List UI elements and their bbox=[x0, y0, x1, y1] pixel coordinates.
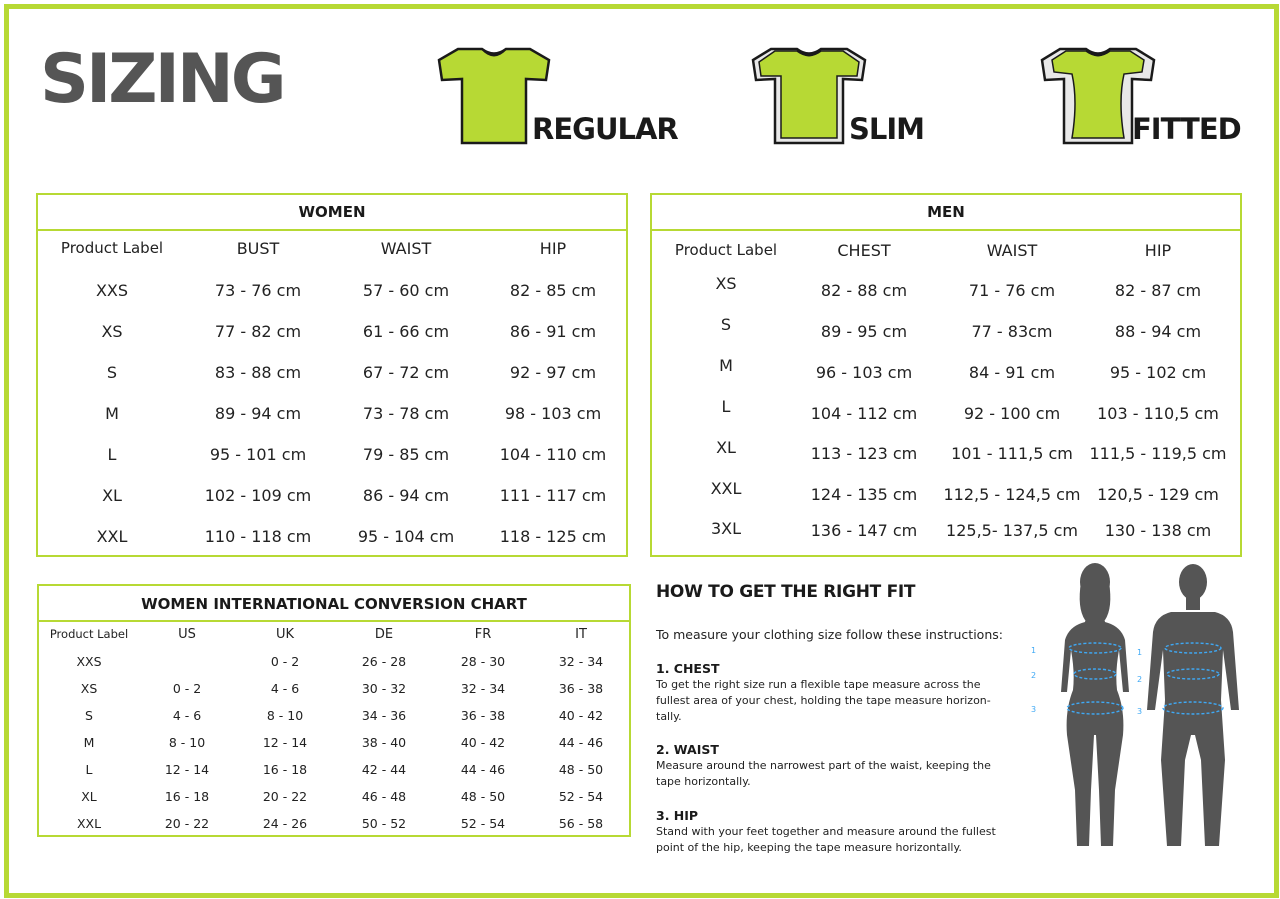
table-cell: 95 - 101 cm bbox=[209, 445, 307, 464]
step-hip-text: Stand with your feet together and measure around the fullest point of the hip, keeping the tape measure horizontally. bbox=[656, 825, 996, 854]
table-cell: 120,5 - 129 cm bbox=[1097, 485, 1219, 504]
table-cell: 92 - 100 cm bbox=[963, 404, 1061, 423]
table-cell: 73 - 76 cm bbox=[214, 281, 302, 300]
column-header: HIP bbox=[1144, 241, 1172, 260]
table-cell: 0 - 2 bbox=[172, 681, 202, 696]
table-cell: 20 - 22 bbox=[164, 816, 210, 831]
table-cell: 16 - 18 bbox=[164, 789, 210, 804]
table-cell: 50 - 52 bbox=[361, 816, 407, 831]
table-cell: 44 - 46 bbox=[460, 762, 506, 777]
women-size-table bbox=[36, 193, 628, 557]
size-label-cell: XXL bbox=[710, 479, 742, 498]
howto-title: HOW TO GET THE RIGHT FIT bbox=[656, 582, 916, 602]
table-cell: 92 - 97 cm bbox=[509, 363, 597, 382]
table-cell: 30 - 32 bbox=[361, 681, 407, 696]
table-cell: 38 - 40 bbox=[361, 735, 407, 750]
table-cell: 103 - 110,5 cm bbox=[1097, 404, 1219, 423]
column-header: FR bbox=[474, 627, 492, 642]
size-label-cell: S bbox=[106, 363, 118, 382]
table-cell: 16 - 18 bbox=[262, 762, 308, 777]
marker-male-2: 2 bbox=[1137, 675, 1143, 684]
column-header: WAIST bbox=[986, 241, 1038, 260]
table-cell: 96 - 103 cm bbox=[815, 363, 913, 382]
table-cell: 32 - 34 bbox=[558, 654, 604, 669]
men-size-table bbox=[650, 193, 1242, 557]
table-cell: 4 - 6 bbox=[172, 708, 202, 723]
men-table-title: MEN bbox=[652, 195, 1240, 231]
table-cell: 82 - 88 cm bbox=[820, 281, 908, 300]
table-cell: 110 - 118 cm bbox=[204, 527, 312, 546]
table-cell: 82 - 85 cm bbox=[509, 281, 597, 300]
table-cell: 61 - 66 cm bbox=[362, 322, 450, 341]
column-header: IT bbox=[575, 627, 587, 642]
table-cell: 111,5 - 119,5 cm bbox=[1089, 444, 1227, 463]
size-label-cell: XS bbox=[80, 681, 98, 696]
table-cell: 101 - 111,5 cm bbox=[951, 444, 1073, 463]
marker-female-1: 1 bbox=[1031, 646, 1037, 655]
table-cell: 12 - 14 bbox=[164, 762, 210, 777]
step-chest-text: To get the right size run a flexible tape measure across the fullest area of your chest, holding the tape measure horizon-tally. bbox=[656, 678, 991, 723]
table-cell: 130 - 138 cm bbox=[1104, 521, 1212, 540]
table-cell: 73 - 78 cm bbox=[362, 404, 450, 423]
table-cell: 95 - 102 cm bbox=[1109, 363, 1207, 382]
table-cell: 84 - 91 cm bbox=[968, 363, 1056, 382]
table-cell: 56 - 58 bbox=[558, 816, 604, 831]
women-table-title: WOMEN bbox=[38, 195, 626, 231]
table-cell: 34 - 36 bbox=[361, 708, 407, 723]
size-label-cell: M bbox=[105, 404, 119, 423]
step-chest-title: 1. CHEST bbox=[656, 661, 720, 676]
table-cell: 36 - 38 bbox=[558, 681, 604, 696]
table-cell: 24 - 26 bbox=[262, 816, 308, 831]
table-cell: 118 - 125 cm bbox=[499, 527, 607, 546]
column-header: WAIST bbox=[380, 239, 432, 258]
size-label-cell: M bbox=[83, 735, 95, 750]
step-waist-title: 2. WAIST bbox=[656, 742, 719, 757]
column-header: CHEST bbox=[837, 241, 891, 260]
table-cell: 79 - 85 cm bbox=[362, 445, 450, 464]
table-cell: 125,5- 137,5 cm bbox=[946, 521, 1078, 540]
table-cell: 98 - 103 cm bbox=[504, 404, 602, 423]
table-cell: 136 - 147 cm bbox=[810, 521, 918, 540]
table-cell: 104 - 112 cm bbox=[810, 404, 918, 423]
column-header: Product Label bbox=[60, 239, 164, 257]
fit-slim-label: SLIM bbox=[849, 112, 925, 146]
howto-intro: To measure your clothing size follow these instructions: bbox=[656, 627, 1003, 642]
fit-fitted-label: FITTED bbox=[1132, 112, 1241, 146]
table-cell: 48 - 50 bbox=[460, 789, 506, 804]
size-label-cell: S bbox=[85, 708, 93, 723]
table-cell: 40 - 42 bbox=[558, 708, 604, 723]
table-cell: 77 - 83cm bbox=[971, 322, 1053, 341]
marker-female-2: 2 bbox=[1031, 671, 1037, 680]
table-cell: 89 - 94 cm bbox=[214, 404, 302, 423]
fit-regular bbox=[436, 46, 686, 146]
size-label-cell: XL bbox=[716, 438, 736, 457]
male-silhouette-icon bbox=[1147, 564, 1239, 846]
step-waist-text: Measure around the narrowest part of the waist, keeping the tape horizontally. bbox=[656, 759, 991, 788]
table-cell: 67 - 72 cm bbox=[362, 363, 450, 382]
fit-slim bbox=[751, 46, 941, 146]
size-label-cell: XXS bbox=[95, 281, 129, 300]
size-label-cell: L bbox=[85, 762, 93, 777]
table-cell: 104 - 110 cm bbox=[499, 445, 607, 464]
column-header: HIP bbox=[539, 239, 567, 258]
table-cell: 44 - 46 bbox=[558, 735, 604, 750]
table-cell: 48 - 50 bbox=[558, 762, 604, 777]
table-cell: 12 - 14 bbox=[262, 735, 308, 750]
column-header: Product Label bbox=[674, 241, 778, 259]
table-cell: 71 - 76 cm bbox=[968, 281, 1056, 300]
column-header: Product Label bbox=[49, 627, 129, 641]
size-label-cell: L bbox=[107, 445, 117, 464]
page-title: SIZING bbox=[40, 40, 284, 119]
size-label-cell: XL bbox=[81, 789, 97, 804]
table-cell: 82 - 87 cm bbox=[1114, 281, 1202, 300]
marker-female-3: 3 bbox=[1031, 705, 1037, 714]
table-cell: 26 - 28 bbox=[361, 654, 407, 669]
size-label-cell: XXL bbox=[76, 816, 102, 831]
size-label-cell: S bbox=[720, 315, 732, 334]
size-label-cell: L bbox=[721, 397, 731, 416]
table-cell: 40 - 42 bbox=[460, 735, 506, 750]
table-cell: 77 - 82 cm bbox=[214, 322, 302, 341]
table-cell: 95 - 104 cm bbox=[357, 527, 455, 546]
size-label-cell: 3XL bbox=[710, 519, 742, 538]
column-header: US bbox=[178, 627, 196, 642]
table-cell: 124 - 135 cm bbox=[810, 485, 918, 504]
women-conversion-table bbox=[37, 584, 631, 837]
size-label-cell: XS bbox=[101, 322, 123, 341]
table-cell: 20 - 22 bbox=[262, 789, 308, 804]
table-cell: 102 - 109 cm bbox=[204, 486, 312, 505]
table-cell: 89 - 95 cm bbox=[820, 322, 908, 341]
table-cell: 8 - 10 bbox=[266, 708, 304, 723]
table-cell: 36 - 38 bbox=[460, 708, 506, 723]
table-cell: 57 - 60 cm bbox=[362, 281, 450, 300]
size-label-cell: XL bbox=[102, 486, 122, 505]
table-cell: 28 - 30 bbox=[460, 654, 506, 669]
size-label-cell: XXS bbox=[76, 654, 102, 669]
table-cell: 86 - 91 cm bbox=[509, 322, 597, 341]
table-cell: 42 - 44 bbox=[361, 762, 407, 777]
fit-regular-label: REGULAR bbox=[532, 112, 678, 146]
body-measurement-figures bbox=[1025, 560, 1255, 856]
table-cell: 0 - 2 bbox=[270, 654, 300, 669]
table-cell: 83 - 88 cm bbox=[214, 363, 302, 382]
column-header: BUST bbox=[236, 239, 280, 258]
table-cell: 113 - 123 cm bbox=[810, 444, 918, 463]
conversion-table-title: WOMEN INTERNATIONAL CONVERSION CHART bbox=[39, 586, 629, 622]
column-header: DE bbox=[374, 627, 394, 642]
table-cell: 46 - 48 bbox=[361, 789, 407, 804]
table-cell: 32 - 34 bbox=[460, 681, 506, 696]
size-label-cell: M bbox=[719, 356, 733, 375]
table-cell: 4 - 6 bbox=[270, 681, 300, 696]
column-header: UK bbox=[275, 627, 295, 642]
fit-fitted bbox=[1040, 46, 1250, 146]
table-cell: 52 - 54 bbox=[558, 789, 604, 804]
table-cell: 111 - 117 cm bbox=[499, 486, 607, 505]
table-cell: 86 - 94 cm bbox=[362, 486, 450, 505]
marker-male-1: 1 bbox=[1137, 648, 1143, 657]
table-cell: 112,5 - 124,5 cm bbox=[943, 485, 1081, 504]
size-label-cell: XXL bbox=[96, 527, 128, 546]
table-cell: 52 - 54 bbox=[460, 816, 506, 831]
step-hip-title: 3. HIP bbox=[656, 808, 699, 823]
size-label-cell: XS bbox=[715, 274, 737, 293]
marker-male-3: 3 bbox=[1137, 707, 1143, 716]
table-cell: 88 - 94 cm bbox=[1114, 322, 1202, 341]
table-cell: 8 - 10 bbox=[168, 735, 206, 750]
